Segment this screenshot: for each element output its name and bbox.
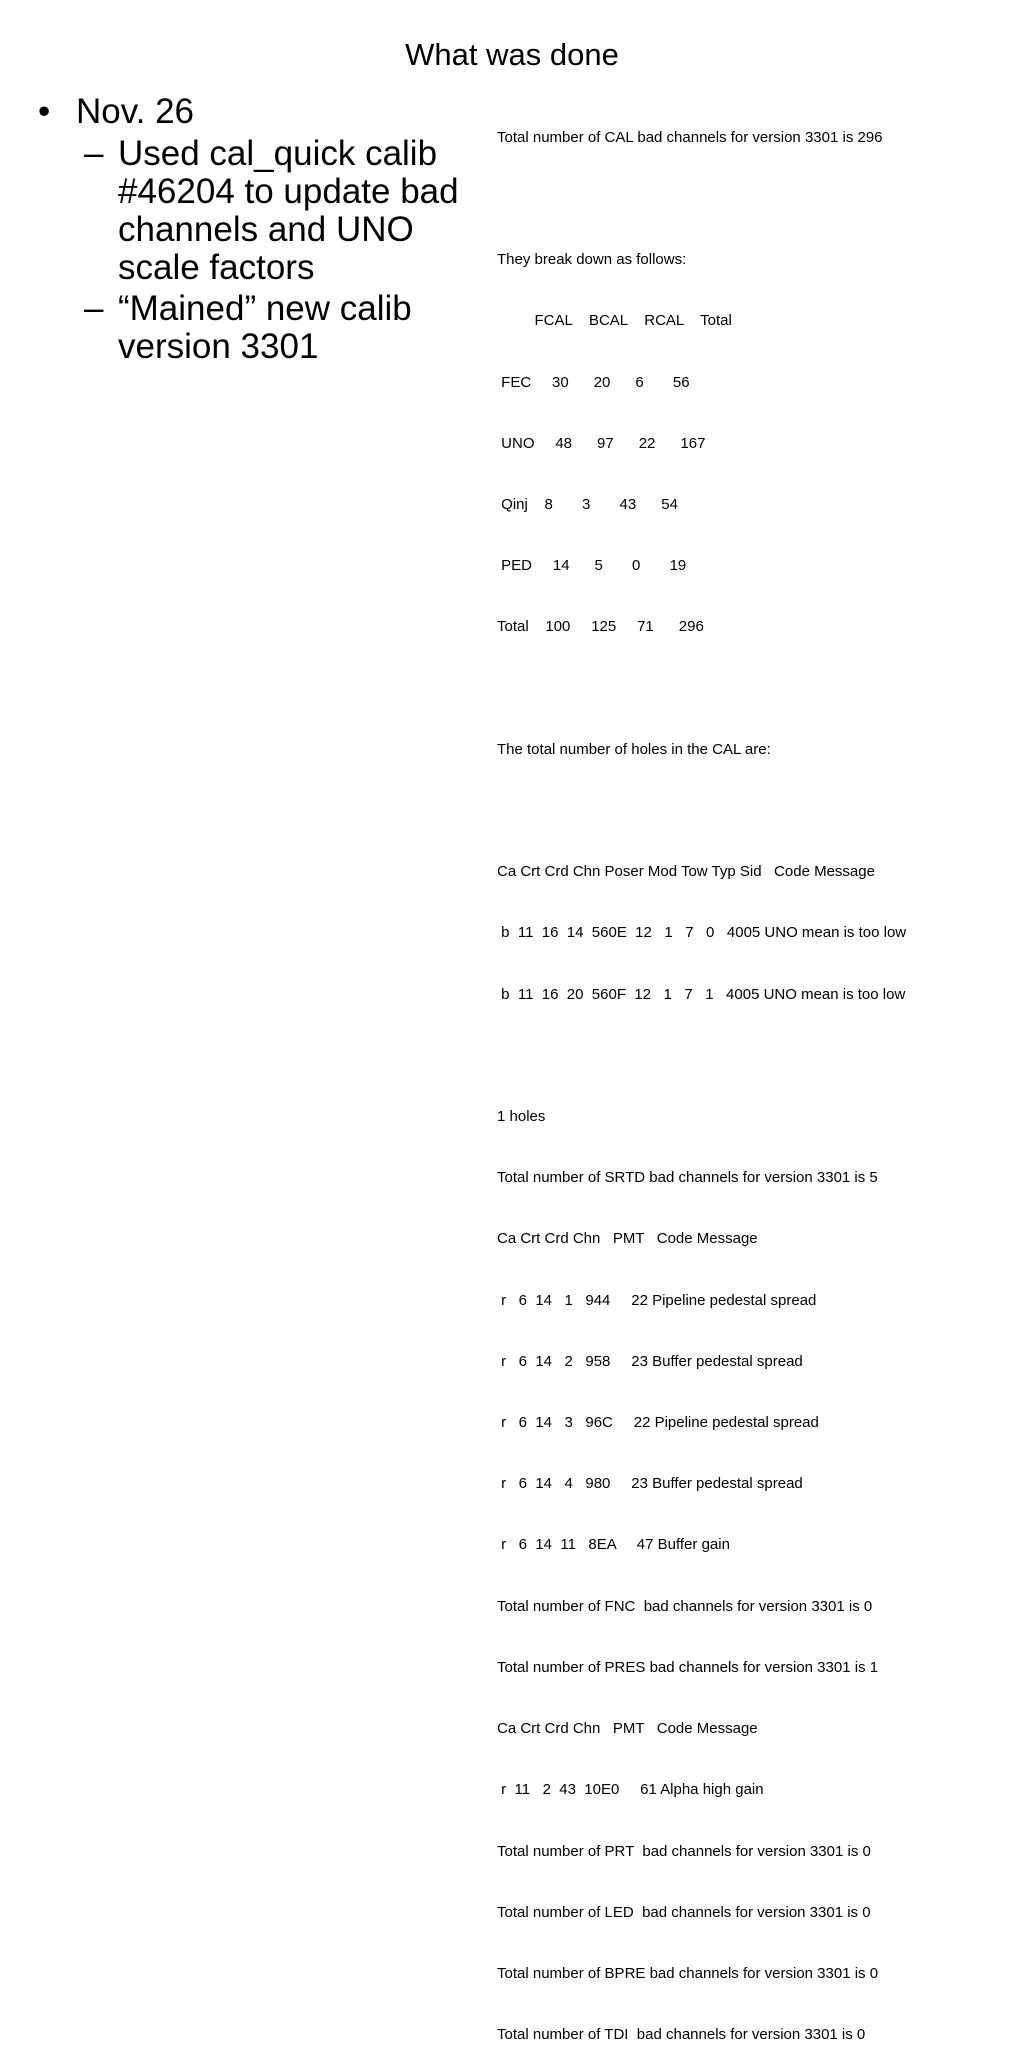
report-line: Total number of CAL bad channels for version 3301 is 296: [497, 128, 883, 146]
report-line: Total number of PRES bad channels for version 3301 is 1: [497, 1658, 879, 1676]
report-line: Ca Crt Crd Chn PMT Code Message: [497, 1230, 758, 1248]
report-line: r 6 14 2 958 23 Buffer pedestal spread: [497, 1352, 803, 1370]
report-line: [497, 679, 1017, 699]
sub-bullet-text: “Mained” new calib version 3301: [118, 289, 412, 366]
bad-channel-report: [497, 87, 1017, 2066]
report-line: Total number of PRT bad channels for version 3301 is 0: [497, 1842, 871, 1860]
report-line: Ca Crt Crd Chn PMT Code Message: [497, 1720, 758, 1738]
sub-bullet-mained-calib: [34, 290, 474, 366]
sub-bullet-text: Used cal_quick calib #46204 to update bad channels and UNO scale factors: [118, 134, 459, 287]
report-line: Total number of BPRE bad channels for version 3301 is 0: [497, 1964, 879, 1982]
sub-bullet-marker: –: [84, 289, 104, 328]
report-line: Ca Crt Crd Chn Poser Mod Tow Typ Sid Code Message: [497, 863, 875, 881]
report-line: FEC 30 20 6 56: [497, 373, 690, 391]
report-line: Qinj 8 3 43 54: [497, 496, 678, 514]
bullet-marker: •: [38, 92, 51, 131]
report-line: [497, 801, 1017, 821]
report-line: Total number of LED bad channels for version 3301 is 0: [497, 1903, 871, 1921]
bullet-date-text: Nov. 26: [76, 92, 195, 131]
report-line: Total number of TDI bad channels for version 3301 is 0: [497, 2026, 866, 2044]
report-line: Total number of SRTD bad channels for version 3301 is 5: [497, 1169, 878, 1187]
report-line: PED 14 5 0 19: [497, 557, 687, 575]
bullet-date: [34, 92, 474, 132]
report-line: [497, 1046, 1017, 1066]
report-line: b 11 16 20 560F 12 1 7 1 4005 UNO mean is too low: [497, 985, 906, 1003]
report-line: r 11 2 43 10E0 61 Alpha high gain: [497, 1781, 764, 1799]
report-line: r 6 14 1 944 22 Pipeline pedestal spread: [497, 1291, 817, 1309]
report-line: Total 100 125 71 296: [497, 618, 704, 636]
report-line: r 6 14 3 96C 22 Pipeline pedestal spread: [497, 1414, 819, 1432]
bullet-list: [34, 92, 474, 369]
report-line: The total number of holes in the CAL are:: [497, 740, 771, 758]
report-line: r 6 14 4 980 23 Buffer pedestal spread: [497, 1475, 803, 1493]
report-line: 1 holes: [497, 1108, 546, 1126]
report-line: [497, 189, 1017, 209]
report-line: FCAL BCAL RCAL Total: [497, 312, 732, 330]
sub-bullet-update-bad-channels: [34, 135, 474, 287]
report-line: b 11 16 14 560E 12 1 7 0 4005 UNO mean is too low: [497, 924, 907, 942]
report-line: UNO 48 97 22 167: [497, 434, 706, 452]
report-line: r 6 14 11 8EA 47 Buffer gain: [497, 1536, 730, 1554]
report-line: Total number of FNC bad channels for version 3301 is 0: [497, 1597, 873, 1615]
report-line: They break down as follows:: [497, 251, 687, 269]
sub-bullet-marker: –: [84, 134, 104, 173]
slide-title: What was done: [405, 37, 619, 72]
